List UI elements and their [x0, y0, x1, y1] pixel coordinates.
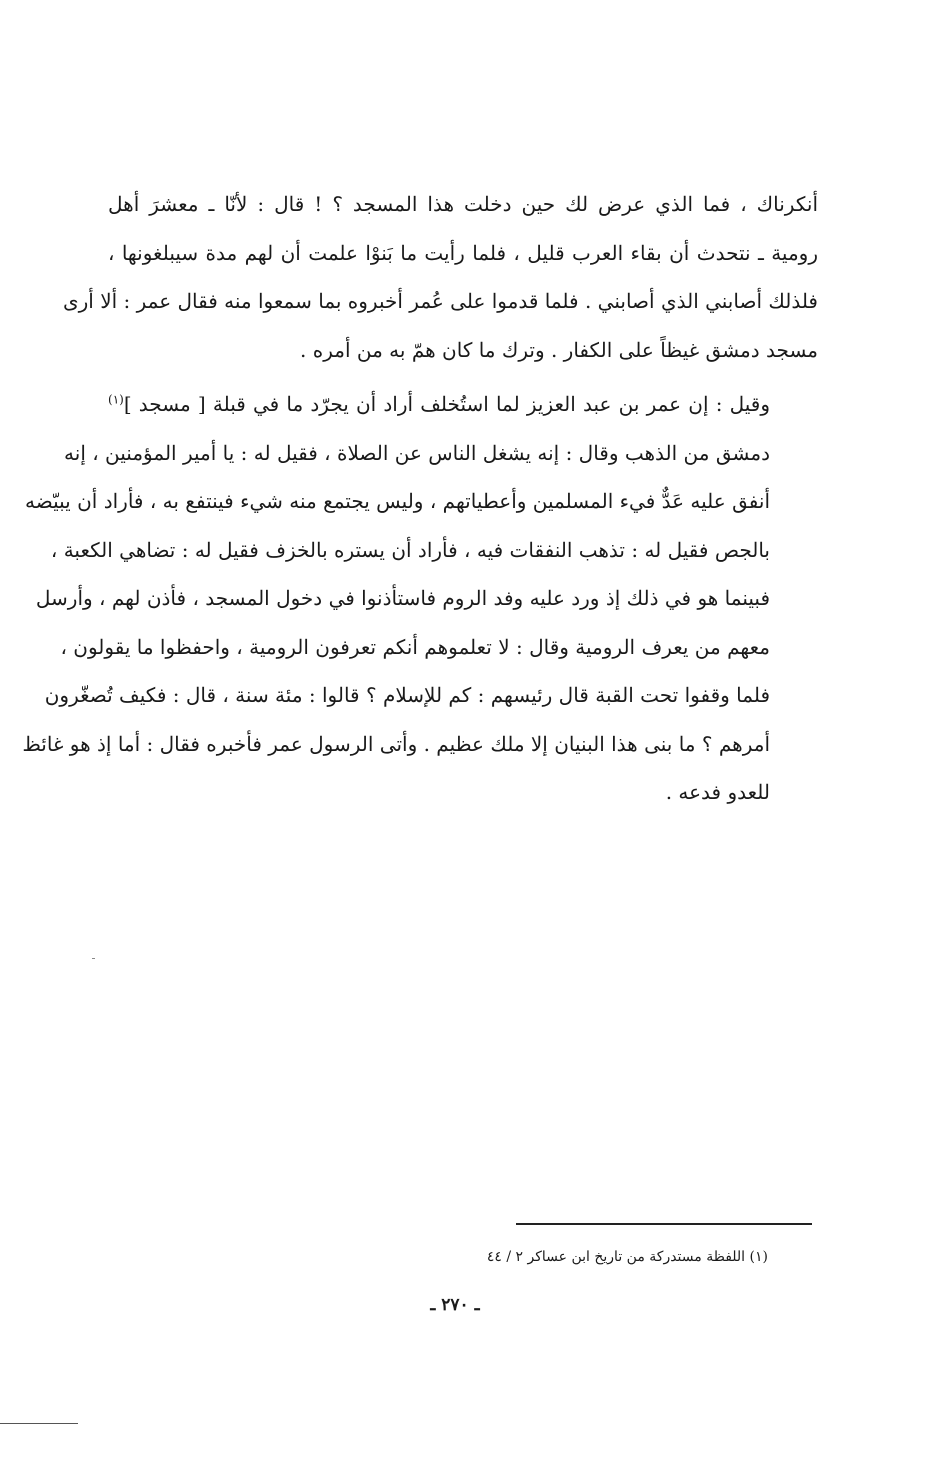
page-number: ـ ٢٧٠ ـ [430, 1295, 480, 1315]
text-line-with-note [108, 380, 818, 429]
main-text [22, 180, 819, 817]
footnote: (١) اللفظة مستدركة من تاريخ ابن عساكر ٢ / ٤٤ [486, 1249, 768, 1265]
paragraph-2 [22, 380, 818, 817]
text-line: فلما وقفوا تحت القبة قال رئيسهم : كم للإسلام ؟ قالوا : مئة سنة ، قال : فكيف تُصغّرون [44, 683, 770, 707]
text-line: أنفق عليه عَدٌّ فيء المسلمين وأعطياتهم ، وليس يجتمع منه شيء فينتفع به ، فأراد أن يبيّضه [25, 489, 770, 513]
footnote-divider [516, 1223, 812, 1225]
text-line: مسجد دمشق غيظاً على الكفار . وترك ما كان همّ به من أمره . [300, 337, 818, 362]
text-line: للعدو فدعه . [665, 780, 770, 804]
scan-edge-line [0, 1423, 78, 1424]
text-line: فبينما هو في ذلك إذ ورد عليه وفد الروم فاستأذنوا في دخول المسجد ، فأذن لهم ، وأرسل [35, 586, 770, 610]
footnote-reference: (١) [108, 392, 124, 407]
text-line: معهم من يعرف الرومية وقال : لا تعلموهم أنكم تعرفون الرومية ، واحفظوا ما يقولون ، [60, 634, 770, 659]
text-line: بالجص فقيل له : تذهب النفقات فيه ، فأراد أن يستره بالخزف فقيل له : تضاهي الكعبة ، [50, 537, 770, 562]
text-line: وقيل : إن عمر بن عبد العزيز لما استُخلف أراد أن يجرّد ما في قبلة [ مسجد ] [123, 392, 770, 416]
text-line: رومية ـ نتحدث أن بقاء العرب قليل ، فلما رأيت ما بَنوْا علمت أن لهم مدة سيبلغونها ، [108, 240, 818, 265]
text-line: أمرهم ؟ ما بنى هذا البنيان إلا ملك عظيم . وأتى الرسول عمر فأخبره فقال : أما إذ هو غائظ [22, 731, 770, 756]
paragraph-1 [62, 180, 819, 374]
text-line: دمشق من الذهب وقال : إنه يشغل الناس عن الصلاة ، فقيل له : يا أمير المؤمنين ، إنه [64, 440, 770, 465]
text-line: فلذلك أصابني الذي أصابني . فلما قدموا على عُمر أخبروه بما سمعوا منه فقال عمر : ألا أرى [62, 289, 818, 313]
text-line: أنكرناك ، فما الذي عرض لك حين دخلت هذا المسجد ؟ ! قال : لأنّا ـ معشرَ أهل [108, 192, 819, 216]
scan-speck [92, 958, 95, 959]
